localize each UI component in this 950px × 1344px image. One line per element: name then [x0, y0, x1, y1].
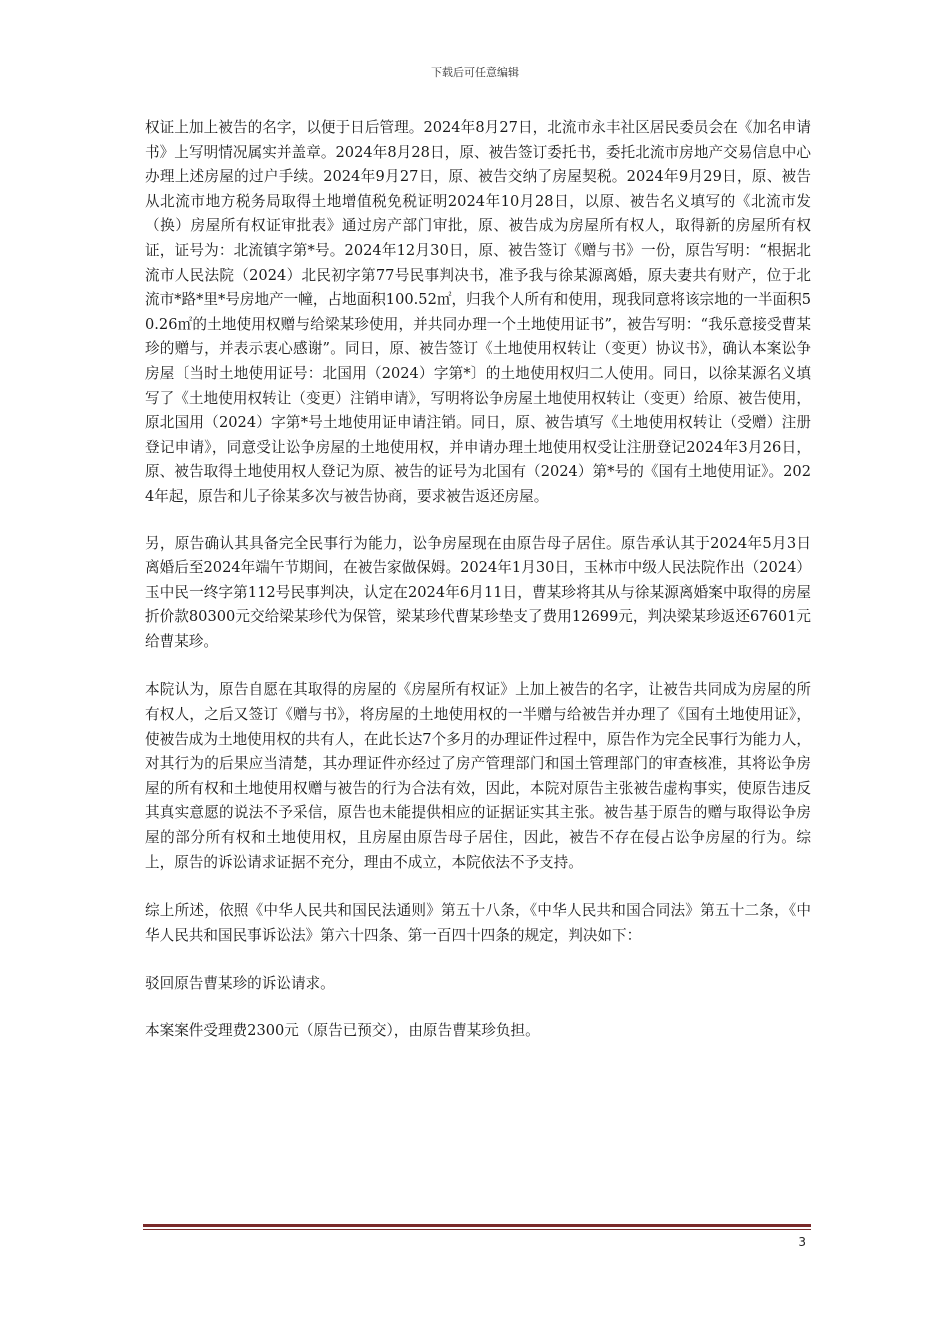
paragraph-additional-facts: 另，原告确认其具备完全民事行为能力，讼争房屋现在由原告母子居住。原告承认其于2024年5月3日离婚后至2024年端午节期间，在被告家做保姆。2024年1月30日，玉林市中级人民法院作出（2024）玉中民一终字第112号民事判决，认定在2024年6月11日，曹某珍将其从与徐某源离婚案中取得的房屋折价款80300元交给梁某珍代为保管，梁某珍代曹某珍垫支了费用12699元，判决梁某珍返还67601元给曹某珍。 [145, 534, 811, 650]
paragraph-facts: 权证上加上被告的名字，以便于日后管理。2024年8月27日，北流市永丰社区居民委员会在《加名申请书》上写明情况属实并盖章。2024年8月28日，原、被告签订委托书，委托北流市房地产交易信息中心办理上述房屋的过户手续。2024年9月27日，原、被告交纳了房屋契税。2024年9月29日，原、被告从北流市地方税务局取得土地增值税免税证明2024年10月28日，以原、被告名义填写的《北流市发（换）房屋所有权证审批表》通过房产部门审批，原、被告成为房屋所有权人，取得新的房屋所有权证，证号为：北流镇字第*号。2024年12月30日，原、被告签订《赠与书》一份，原告写明：“根据北流市人民法院（2024）北民初字第77号民事判决书，准予我与徐某源离婚，原夫妻共有财产，位于北流市*路*里*号房地产一幢，占地面积100.52㎡，归我个人所有和使用，现我同意将该宗地的一半面积50.26㎡的土地使用权赠与给梁某珍使用，并共同办理一个土地使用证书”，被告写明：“我乐意接受曹某珍的赠与，并表示衷心感谢”。同日，原、被告签订《土地使用权转让（变更）协议书》，确认本案讼争房屋〔当时土地使用证号：北国用（2024）字第*〕的土地使用权归二人使用。同日，以徐某源名义填写了《土地使用权转让（变更）注销申请》，写明将讼争房屋土地使用权转让（变更）给原、被告使用，原北国用（2024）字第*号土地使用证申请注销。同日，原、被告填写《土地使用权转让（受赠）注册登记申请》，同意受让讼争房屋的土地使用权，并申请办理土地使用权受让注册登记2024年3月26日，原、被告取得土地使用权人登记为原、被告的证号为北国有（2024）第*号的《国有土地使用证》。2024年起，原告和儿子徐某多次与被告协商，要求被告返还房屋。 [145, 119, 811, 505]
paragraph-legal-basis: 综上所述，依照《中华人民共和国民法通则》第五十八条，《中华人民共和国合同法》第五十二条，《中华人民共和国民事诉讼法》第六十四条、第一百四十四条的规定，判决如下： [145, 902, 811, 944]
footer-rule-thin [143, 1229, 811, 1230]
paragraph-court-opinion: 本院认为，原告自愿在其取得的房屋的《房屋所有权证》上加上被告的名字，让被告共同成为房屋的所有权人，之后又签订《赠与书》，将房屋的土地使用权的一半赠与给被告并办理了《国有土地使用证》，使被告成为土地使用权的共有人，在此长达7个多月的办理证件过程中，原告作为完全民事行为能力人，对其行为的后果应当清楚，其办理证件亦经过了房产管理部门和国土管理部门的审查核准，其将讼争房屋的所有权和土地使用权赠与被告的行为合法有效，因此，本院对原告主张被告虚构事实，使原告违反其真实意愿的说法不予采信，原告也未能提供相应的证据证实其主张。被告基于原告的赠与取得讼争房屋的部分所有权和土地使用权，且房屋由原告母子居住，因此，被告不存在侵占讼争房屋的行为。综上，原告的诉讼请求证据不充分，理由不成立，本院依法不予支持。 [145, 681, 812, 871]
document-body [145, 116, 811, 1044]
footer-rule-thick [143, 1224, 811, 1227]
page-header: 下载后可任意编辑 [431, 66, 519, 79]
page-number: 3 [798, 1235, 806, 1249]
paragraph-judgment: 驳回原告曹某珍的诉讼请求。 [145, 975, 335, 993]
paragraph-case-fee: 本案案件受理费2300元（原告已预交），由原告曹某珍负担。 [145, 1022, 540, 1039]
